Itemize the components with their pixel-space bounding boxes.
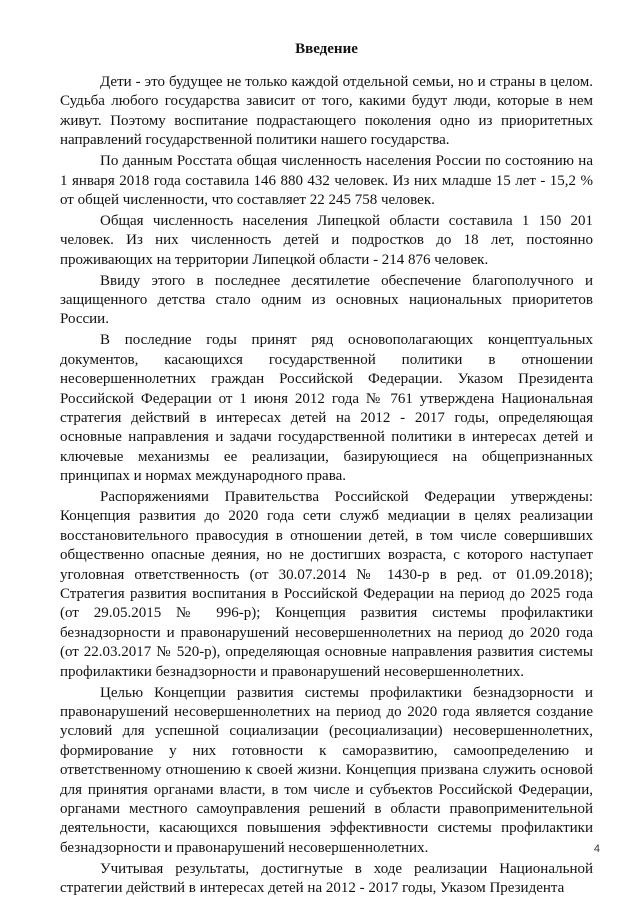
- paragraph-7: Целью Концепции развития системы профилактики безнадзорности и правонарушений несовершеннолетних на период до 2020 года является создание условий для успешной социализации (ресоциализации) несовершеннолетних, формирование у них готовности к саморазвитию, самоопределению и ответственному отношению к своей жизни. Концепция призвана служить основой для принятия органами власти, в том числе и субъектов Российской Федерации, органами местного самоуправления решений в области правоприменительной деятельности, касающихся повышения эффективности системы профилактики безнадзорности и правонарушений несовершеннолетних.: [60, 684, 593, 856]
- paragraph-4: Ввиду этого в последнее десятилетие обеспечение благополучного и защищенного детства стало одним из основных национальных приоритетов России.: [60, 272, 593, 328]
- document-page: [60, 40, 593, 900]
- paragraph-3: Общая численность населения Липецкой области составила 1 150 201 человек. Из них численность детей и подростков до 18 лет, постоянно проживающих на территории Липецкой области - 214 876 человек.: [60, 212, 593, 268]
- paragraph-8: Учитывая результаты, достигнутые в ходе реализации Национальной стратегии действий в интересах детей на 2012 - 2017 годы, Указом Президента: [60, 860, 593, 897]
- paragraph-1: Дети - это будущее не только каждой отдельной семьи, но и страны в целом. Судьба любого государства зависит от того, какими будут люди, которые в нем живут. Поэтому воспитание подрастающего поколения одно из приоритетных направлений государственной политики нашего государства.: [60, 74, 593, 149]
- document-title: Введение: [295, 41, 358, 57]
- page-number: 4: [593, 843, 600, 855]
- paragraph-5: В последние годы принят ряд основополагающих концептуальных документов, касающихся государственной политики в отношении несовершеннолетних граждан Российской Федерации. Указом Президента Российской Федерации от 1 июня 2012 года № 761 утверждена Национальная стратегия действий в интересах детей на 2012 - 2017 годы, определяющая основные направления и задачи государственной политики в интересах детей и ключевые механизмы ее реализации, базирующиеся на общепризнанных принципах и нормах международного права.: [60, 332, 593, 485]
- paragraph-6: Распоряжениями Правительства Российской Федерации утверждены: Концепция развития до 2020 года сети служб медиации в целях реализации восстановительного правосудия в отношении детей, в том числе совершивших общественно опасные деяния, но не достигших возраста, с которого наступает уголовная ответственность (от 30.07.2014 № 1430-р в ред. от 01.09.2018); Стратегия развития воспитания в Российской Федерации на период до 2025 года (от 29.05.2015 № 996-р); Концепция развития системы профилактики безнадзорности и правонарушений несовершеннолетних на период до 2020 года (от 22.03.2017 № 520-р), определяющая основные направления развития системы профилактики безнадзорности и правонарушений несовершеннолетних.: [60, 489, 593, 680]
- paragraph-2: По данным Росстата общая численность населения России по состоянию на 1 января 2018 года составила 146 880 432 человек. Из них младше 15 лет - 15,2 % от общей численности, что составляет 22 245 758 человек.: [60, 153, 593, 208]
